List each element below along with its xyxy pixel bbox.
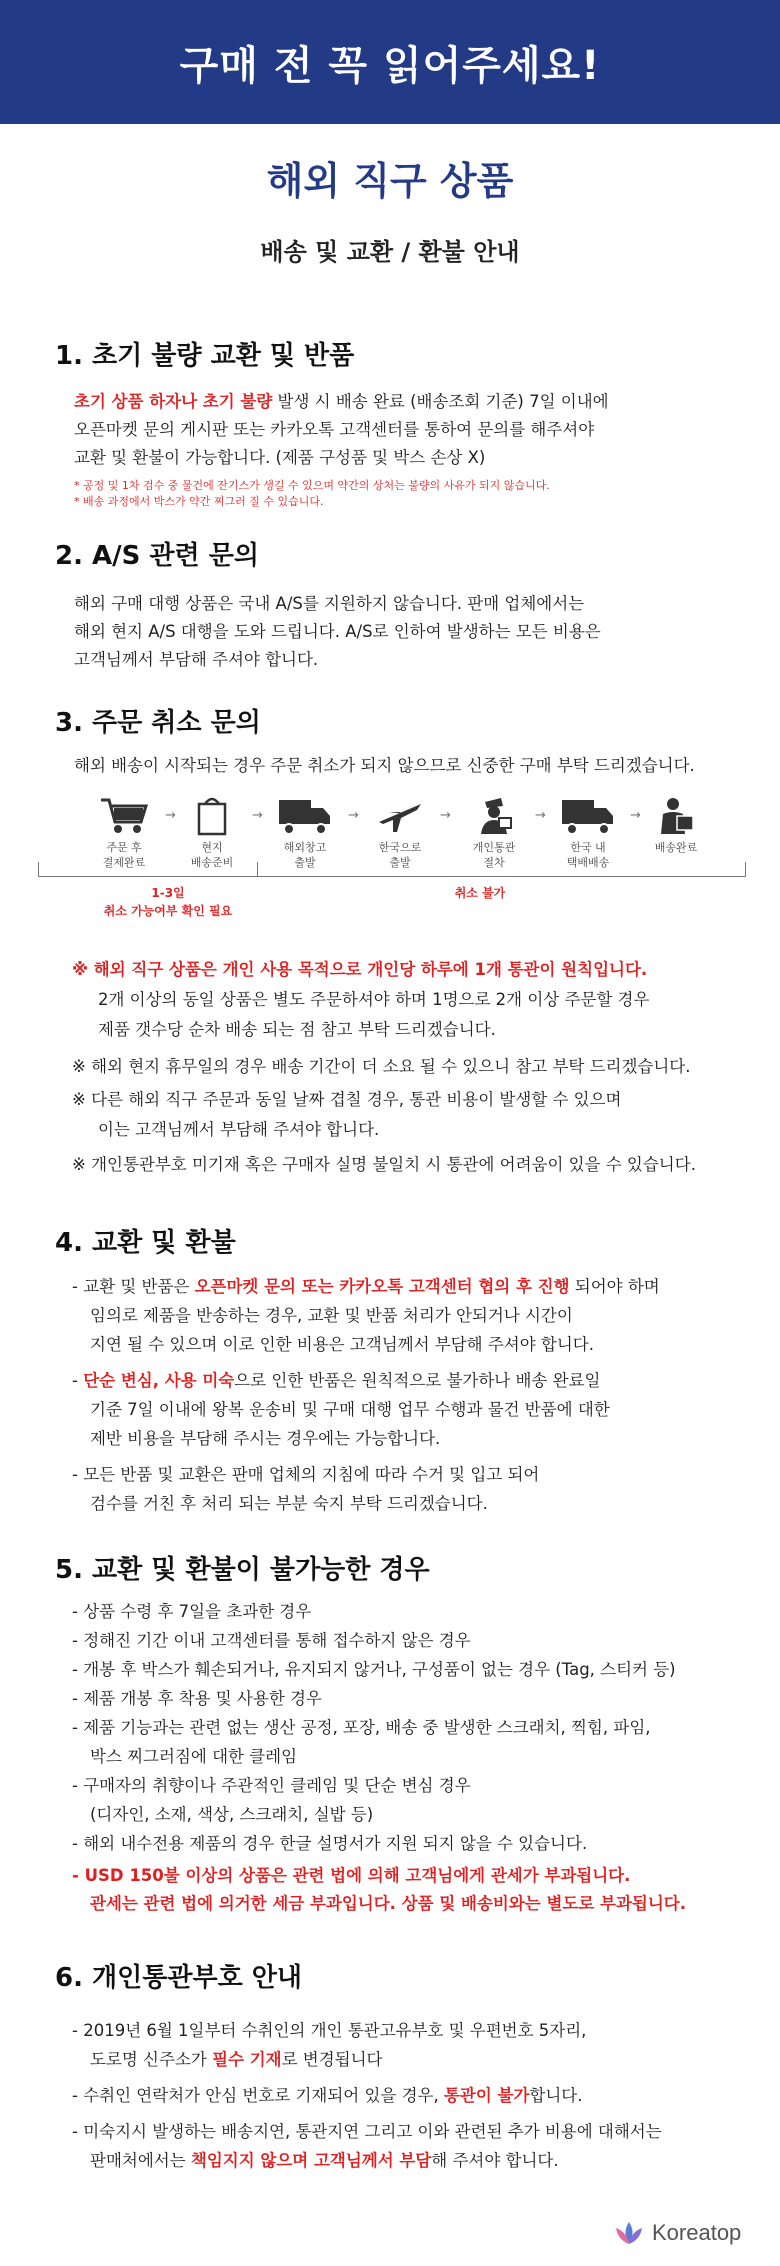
section-5-item: - 개봉 후 박스가 훼손되거나, 유지되지 않거나, 구성품이 없는 경우 (Tag, 스티커 등) bbox=[72, 1660, 676, 1679]
section-6-heading: 6. 개인통관부호 안내 bbox=[55, 1963, 302, 1993]
section-5-heading: 5. 교환 및 환불이 불가능한 경우 bbox=[55, 1555, 430, 1585]
section-4-item-2 bbox=[72, 1366, 600, 1395]
section-1-line-1 bbox=[74, 388, 609, 416]
section-1-note-2: * 배송 과정에서 박스가 약간 찌그러 질 수 있습니다. bbox=[74, 495, 324, 508]
section-3-warning-line-3: 제품 갯수당 순차 배송 되는 점 참고 부탁 드리겠습니다. bbox=[98, 1020, 496, 1039]
flow-arrow: → bbox=[535, 808, 546, 823]
section-6-item-1-end: 로 변경됩니다 bbox=[281, 2050, 383, 2069]
flow-arrow: → bbox=[630, 808, 641, 823]
flow-step-3 bbox=[260, 796, 350, 870]
section-4-item-2-dash: - bbox=[72, 1371, 84, 1390]
section-4-item-1-line-3: 지연 될 수 있으며 이로 인한 비용은 고객님께서 부담해 주셔야 합니다. bbox=[90, 1335, 594, 1354]
flow-step-1-label-1: 주문 후 bbox=[106, 841, 142, 854]
section-5-item-continued: (디자인, 소재, 색상, 스크래치, 실밥 등) bbox=[90, 1805, 374, 1824]
section-6-item-1-line-2 bbox=[90, 2046, 382, 2074]
flow-step-3-label-1: 해외창고 bbox=[283, 841, 327, 854]
section-2-line-3: 고객님께서 부담해 주셔야 합니다. bbox=[74, 650, 319, 669]
section-5-item-continued: 박스 찌그러짐에 대한 클레임 bbox=[90, 1747, 298, 1766]
flow-step-6-label-1: 한국 내 bbox=[570, 841, 606, 854]
flow-step-1 bbox=[79, 796, 169, 870]
flow-arrow: → bbox=[348, 808, 359, 823]
section-6-item-2-highlight: 통관이 불가 bbox=[443, 2086, 530, 2105]
cancel-impossible-label: 취소 불가 bbox=[454, 886, 506, 900]
cancel-possible-label bbox=[68, 884, 268, 920]
section-3-note-2-line-2: 이는 고객님께서 부담해 주셔야 합니다. bbox=[98, 1120, 380, 1139]
page-title: 해외 직구 상품 bbox=[266, 159, 514, 203]
cancel-possible-range bbox=[38, 862, 258, 877]
truck-icon bbox=[560, 796, 616, 836]
delivery-person-icon bbox=[651, 796, 701, 836]
section-3-note-1: ※ 해외 현지 휴무일의 경우 배송 기간이 더 소요 될 수 있으니 참고 부탁 드리겠습니다. bbox=[72, 1057, 691, 1076]
section-3-intro: 해외 배송이 시작되는 경우 주문 취소가 되지 않으므로 신중한 구매 부탁 드리겠습니다. bbox=[74, 756, 695, 775]
cancel-possible-days: 1-3일 bbox=[151, 886, 185, 900]
brand-logo bbox=[612, 2220, 741, 2246]
section-1-heading: 1. 초기 불량 교환 및 반품 bbox=[55, 341, 355, 371]
shopping-bag-icon bbox=[187, 796, 237, 836]
section-6-item-3-highlight: 책임지지 않으며 고객님께서 부담 bbox=[190, 2151, 432, 2170]
flow-step-5 bbox=[449, 796, 539, 870]
shopping-cart-icon bbox=[99, 796, 149, 836]
section-6-item-2 bbox=[72, 2082, 582, 2110]
section-4-item-3: - 모든 반품 및 교환은 판매 업체의 지침에 따라 수거 및 입고 되어 bbox=[72, 1465, 540, 1484]
section-6-item-1-start: 도로명 신주소가 bbox=[90, 2050, 213, 2069]
customs-officer-icon bbox=[469, 796, 519, 836]
section-6-item-1: - 2019년 6월 1일부터 수취인의 개인 통관고유부호 및 우편번호 5자리, bbox=[72, 2021, 587, 2040]
section-4-item-1-start: - 교환 및 반품은 bbox=[72, 1277, 195, 1296]
section-3-warning-line-2: 2개 이상의 동일 상품은 별도 주문하셔야 하며 1명으로 2개 이상 주문할 경우 bbox=[98, 990, 650, 1009]
page-subtitle: 배송 및 교환 / 환불 안내 bbox=[260, 238, 520, 266]
section-6-item-3-line-2 bbox=[90, 2147, 559, 2175]
section-6-item-2-end: 합니다. bbox=[529, 2086, 583, 2105]
section-4-item-2-line-3: 제반 비용을 부담해 주시는 경우에는 가능합니다. bbox=[90, 1429, 441, 1448]
section-4-heading: 4. 교환 및 환불 bbox=[55, 1228, 236, 1258]
section-2-line-2: 해외 현지 A/S 대행을 도와 드립니다. A/S로 인하여 발생하는 모든 비용은 bbox=[74, 622, 601, 641]
flow-arrow: → bbox=[165, 808, 176, 823]
flow-step-5-label-1: 개인통관 bbox=[472, 841, 516, 854]
section-4-item-1-end: 되어야 하며 bbox=[569, 1277, 660, 1296]
section-6-item-2-start: - 수취인 연락처가 안심 번호로 기재되어 있을 경우, bbox=[72, 2086, 444, 2105]
section-6-item-3-start: 판매처에서는 bbox=[90, 2151, 191, 2170]
section-5-item: - 구매자의 취향이나 주관적인 클레임 및 단순 변심 경우 bbox=[72, 1776, 471, 1795]
section-2-heading: 2. A/S 관련 문의 bbox=[55, 541, 259, 571]
section-1-line-3: 교환 및 환불이 가능합니다. (제품 구성품 및 박스 손상 X) bbox=[74, 448, 486, 467]
flow-step-4-label-2: 출발 bbox=[389, 856, 411, 869]
flow-step-2-label-2: 배송준비 bbox=[190, 856, 234, 869]
truck-icon bbox=[277, 796, 333, 836]
flow-step-6 bbox=[543, 796, 633, 870]
section-3-note-2: ※ 다른 해외 직구 주문과 동일 날짜 겹칠 경우, 통관 비용이 발생할 수 있으며 bbox=[72, 1090, 622, 1109]
section-5-item: - 제품 기능과는 관련 없는 생산 공정, 포장, 배송 중 발생한 스크래치, 찍힘, 파임, bbox=[72, 1718, 651, 1737]
cancel-impossible-range bbox=[256, 862, 746, 877]
section-4-item-2-line-2: 기준 7일 이내에 왕복 운송비 및 구매 대행 업무 수행과 물건 반품에 대한 bbox=[90, 1400, 610, 1419]
section-3-warning: ※ 해외 직구 상품은 개인 사용 목적으로 개인당 하루에 1개 통관이 원칙입니다. bbox=[72, 960, 648, 979]
section-6-item-1-highlight: 필수 기재 bbox=[212, 2050, 282, 2069]
flow-step-5-label-2: 절차 bbox=[483, 856, 505, 869]
section-4-item-2-end: 으로 인한 반품은 원칙적으로 불가하나 배송 완료일 bbox=[234, 1371, 601, 1390]
section-4-item-1-highlight: 오픈마켓 문의 또는 카카오톡 고객센터 협의 후 진행 bbox=[194, 1277, 570, 1296]
header-banner bbox=[0, 0, 780, 124]
section-5-item: - 해외 내수전용 제품의 경우 한글 설명서가 지원 되지 않을 수 있습니다. bbox=[72, 1834, 588, 1853]
flow-step-1-label-2: 결제완료 bbox=[102, 856, 146, 869]
section-4-item-3-line-2: 검수를 거친 후 처리 되는 부분 숙지 부탁 드리겠습니다. bbox=[90, 1494, 488, 1513]
flow-step-4 bbox=[355, 796, 445, 870]
section-5-customs-warning-line-2: 관세는 관련 법에 의거한 세금 부과입니다. 상품 및 배송비와는 별도로 부과됩니다. bbox=[90, 1894, 686, 1913]
section-5-item: - 상품 수령 후 7일을 초과한 경우 bbox=[72, 1602, 312, 1621]
section-1-note-1: * 공정 및 1차 검수 중 물건에 잔기스가 생길 수 있으며 약간의 상처는 불량의 사유가 되지 않습니다. bbox=[74, 479, 550, 492]
flow-step-7-label-1: 배송완료 bbox=[654, 841, 698, 854]
brand-name: Koreatop bbox=[652, 2220, 742, 2245]
flow-step-2-label-1: 현지 bbox=[201, 841, 223, 854]
flow-step-2 bbox=[167, 796, 257, 870]
section-2-line-1: 해외 구매 대행 상품은 국내 A/S를 지원하지 않습니다. 판매 업체에서는 bbox=[74, 594, 585, 613]
lotus-icon bbox=[612, 2220, 646, 2246]
section-5-customs-warning: - USD 150불 이상의 상품은 관련 법에 의해 고객님에게 관세가 부과됩니다. bbox=[72, 1866, 631, 1885]
section-1-line-2: 오픈마켓 문의 게시판 또는 카카오톡 고객센터를 통하여 문의를 해주셔야 bbox=[74, 420, 595, 439]
flow-step-7 bbox=[631, 796, 721, 855]
section-1-highlight: 초기 상품 하자나 초기 불량 bbox=[74, 392, 273, 411]
section-4-item-1-line-2: 임의로 제품을 반송하는 경우, 교환 및 반품 처리가 안되거나 시간이 bbox=[90, 1306, 573, 1325]
section-6-item-3-end: 해 주셔야 합니다. bbox=[431, 2151, 559, 2170]
section-3-note-3: ※ 개인통관부호 미기재 혹은 구매자 실명 불일치 시 통관에 어려움이 있을 수 있습니다. bbox=[72, 1155, 696, 1174]
section-5-item: - 정해진 기간 이내 고객센터를 통해 접수하지 않은 경우 bbox=[72, 1631, 471, 1650]
section-4-item-2-highlight: 단순 변심, 사용 미숙 bbox=[83, 1371, 235, 1390]
airplane-icon bbox=[375, 796, 425, 836]
section-3-heading: 3. 주문 취소 문의 bbox=[55, 708, 261, 738]
flow-step-3-label-2: 출발 bbox=[294, 856, 316, 869]
flow-step-4-label-1: 한국으로 bbox=[378, 841, 422, 854]
flow-step-6-label-2: 택배배송 bbox=[566, 856, 610, 869]
section-4-item-1 bbox=[72, 1272, 660, 1301]
cancel-possible-note: 취소 가능여부 확인 필요 bbox=[103, 904, 233, 918]
flow-arrow: → bbox=[440, 808, 451, 823]
flow-arrow: → bbox=[252, 808, 263, 823]
section-6-item-3: - 미숙지시 발생하는 배송지연, 통관지연 그리고 이와 관련된 추가 비용에 대해서는 bbox=[72, 2122, 662, 2141]
banner-text: 구매 전 꼭 읽어주세요! bbox=[179, 42, 601, 89]
section-5-item: - 제품 개봉 후 착용 및 사용한 경우 bbox=[72, 1689, 322, 1708]
section-1-line-1-rest: 발생 시 배송 완료 (배송조회 기준) 7일 이내에 bbox=[272, 392, 609, 411]
